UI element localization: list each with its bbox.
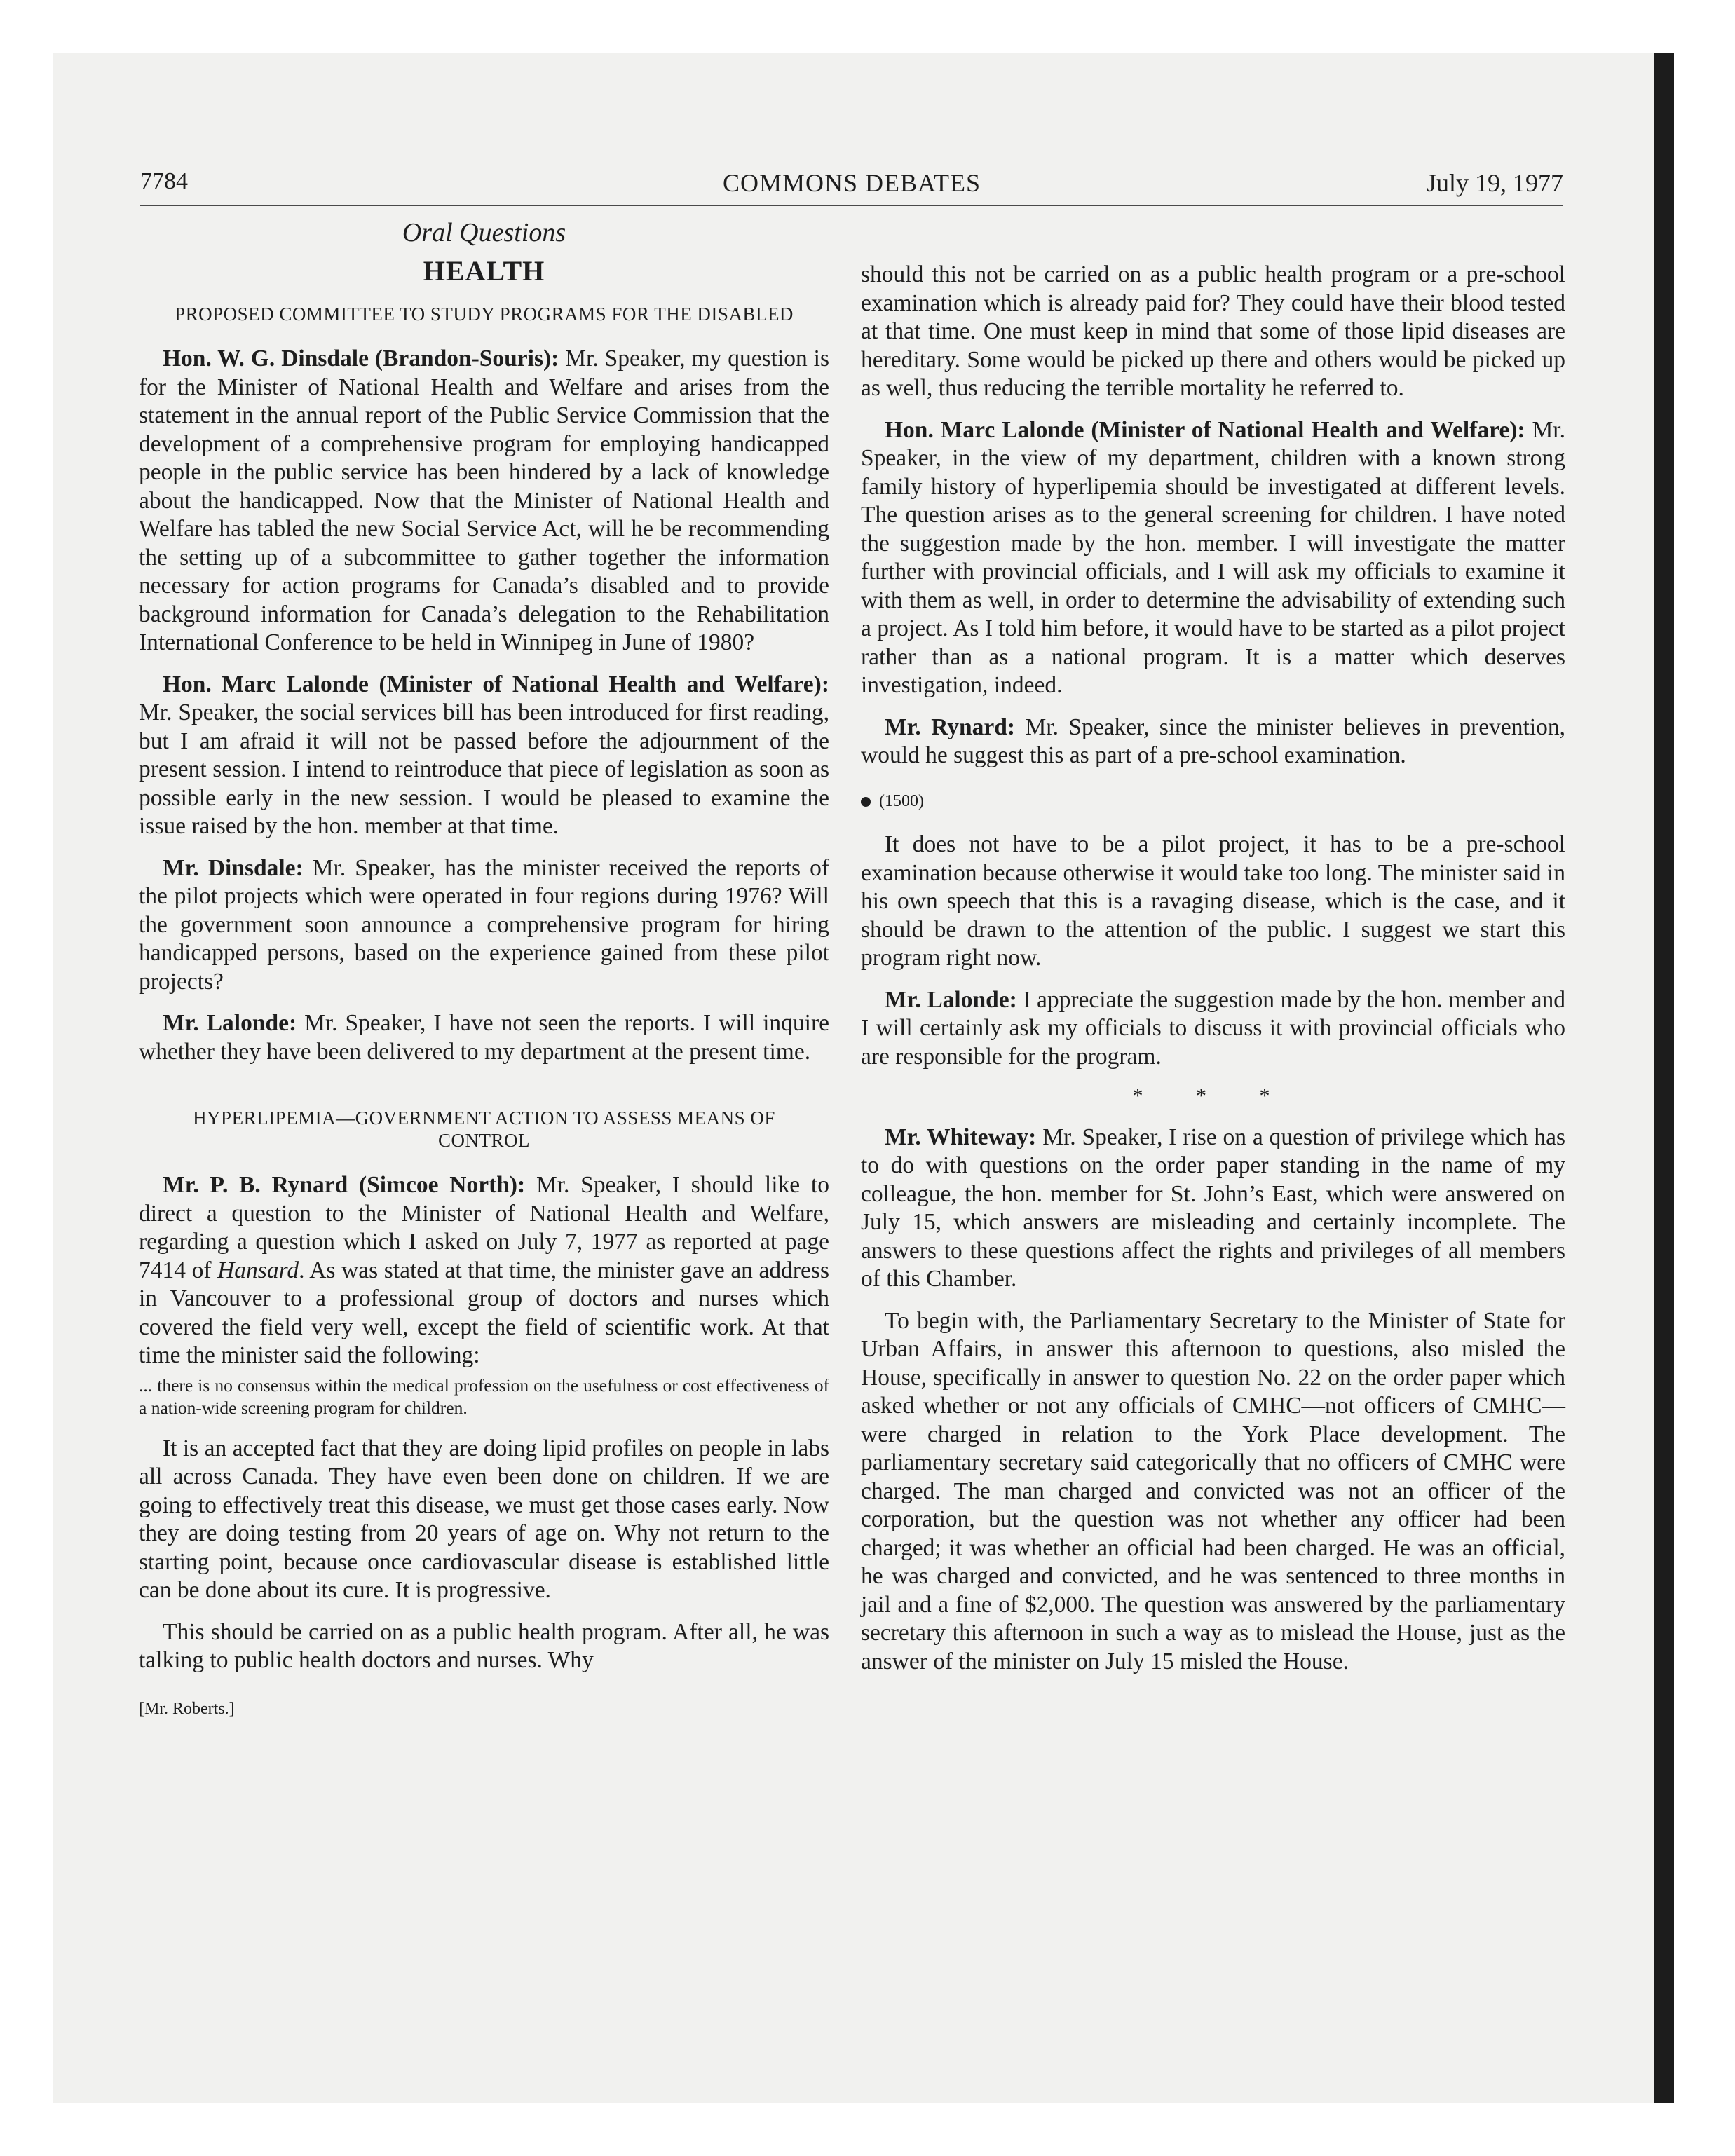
paragraph-dinsdale-question [139,345,829,657]
paragraph-continuation: should this not be carried on as a public health program or a pre-school examination which is already paid for? They could have their blood tested at that time. One must keep in mind that some of those lipid diseases are hereditary. Some would be picked up there and others would be picked up as well, thus reducing the terrible mortality he referred to. [861,261,1565,401]
page-header [140,168,1563,205]
speaker-name: Mr. Whiteway: [885,1124,1037,1150]
paragraph-lalonde-screening [861,416,1565,700]
paragraph-rynard-followup [861,714,1565,770]
paragraph-whiteway-privilege [861,1124,1565,1294]
speech-text: Mr. Speaker, I should like to direct a question to the Minister of National Health and Welfare, regarding a question which I asked on July 7, 1977 as reported at page 7414 of [139,1172,829,1283]
speech-text: Mr. Speaker, the social services bill has been introduced for first reading, but I am afraid it will not be passed before the adjournment of the present session. I intend to reintroduce that piece of legislation as soon as possible early in the new session. I would be pleased to examine the issue raised by the hon. member at that time. [139,700,829,839]
paragraph-lalonde-answer [139,671,829,841]
header-rule [140,205,1563,206]
speech-text: . As was stated at that time, the minister gave an address in Vancouver to a professional group of doctors and nurses which covered the field very well, except the field of scientific work. At that time the minister said the following: [139,1257,829,1368]
section-heading: Oral Questions [402,218,566,247]
block-quote: ... there is no consensus within the medical profession on the usefulness or cost effectiveness of a nation-wide screening program for children. [139,1374,829,1418]
paragraph-lipid-profiles: It is an accepted fact that they are doing lipid profiles on people in labs all across Canada. They have even been done on children. If we are going to effectively treat this disease, we must get those cases early. Now they are doing testing from 20 years of age on. Why not return to the starting point, because once cardiovascular disease is established little can be done about its cure. It is progressive. [139,1435,829,1603]
speaker-name: Mr. Lalonde: [885,986,1017,1013]
paragraph-rynard-question [139,1171,829,1370]
speaker-name: Hon. Marc Lalonde (Minister of National Health and Welfare): [885,416,1525,443]
paragraph-public-health: This should be carried on as a public health program. After all, he was talking to public health doctors and nurses. Why [139,1618,829,1673]
issue-date: July 19, 1977 [1426,169,1563,197]
hansard-reference: Hansard [217,1257,299,1283]
publication-title: COMMONS DEBATES [722,169,981,197]
paragraph-cmhc: To begin with, the Parliamentary Secretary to the Minister of State for Urban Affairs, in answer this afternoon to questions, also misled the House, specifically in answer to question No. 22 on the order paper which asked whether or not any officials of CMHC—not officers of CMHC—were charged in relation to the York Place development. The parliamentary secretary said categorically that no officers of CMHC were charged. The man charged and convicted was not an officer of the corporation, but the question was not whether any officer had been charged; it was whether an official had been charged. He was an official, he was charged and convicted, and he was sentenced to three months in jail and a fine of $2,000. The question was answered by the parliamentary secretary this afternoon in such a way as to mislead the House, just as the answer of the minister on July 15 misled the House. [861,1307,1565,1674]
left-column [139,217,829,1723]
time-marker [861,787,1565,816]
speech-text: Mr. Speaker, my question is for the Minister of National Health and Welfare and arises from the statement in the annual report of the Public Service Commission that the development of a comprehensive program for employing handicapped people in the public service has been hindered by a lack of knowledge about the handicapped. Now that the Minister of National Health and Welfare has tabled the new Social Service Act, will he be recommending the setting up of a subcommittee to gather together the information necessary for action programs for Canada’s disabled and to provide background information for Canada’s delegation to the Rehabilitation International Conference to be held in Winnipeg in June of 1980? [139,346,829,655]
speech-text: Mr. Speaker, I rise on a question of privilege which has to do with questions on the order paper standing in the name of my colleague, the hon. member for St. John’s East, which were answered on July 15, which answers are misleading and certainly incomplete. The answers to these questions affect the rights and privileges of all members of this Chamber. [861,1124,1565,1292]
speech-text: Mr. Speaker, since the minister believes in prevention, would he suggest this as part of a pre-school examination. [861,714,1565,768]
page-number: 7784 [140,168,188,194]
time-marker-label: (1500) [879,791,924,810]
speaker-name: Mr. P. B. Rynard (Simcoe North): [163,1172,526,1198]
paragraph-pilot-project: It does not have to be a pilot project, it has to be a pre-school examination because otherwise it would take too long. The minister said in his own speech that this is a ravaging disease, which is the case, and it should be drawn to the attention of the public. I suggest we start this program right now. [861,831,1565,971]
speech-text: Mr. Speaker, has the minister received the reports of the pilot projects which were operated in four regions during 1976? Will the government soon announce a comprehensive program for hiring handicapped persons, based on the experience gained from these pilot projects? [139,854,829,995]
speech-text: Mr. Speaker, I have not seen the reports. I will inquire whether they have been delivered to my department at the present time. [139,1010,829,1065]
paragraph-dinsdale-followup [139,854,829,997]
speaker-name: Mr. Dinsdale: [163,854,304,881]
speaker-name: Mr. Rynard: [885,714,1016,740]
paragraph-lalonde-reply [139,1009,829,1066]
bullet-icon [861,797,871,807]
speaker-name: Hon. W. G. Dinsdale (Brandon-Souris): [163,346,559,371]
speaker-footnote: [Mr. Roberts.] [139,1699,235,1718]
speaker-name: Hon. Marc Lalonde (Minister of National Health and Welfare): [163,671,829,697]
scan-edge-bar [1654,53,1674,2103]
right-column [861,261,1565,1676]
section-separator: * * * [1132,1084,1294,1107]
subheading-hyperlipemia: HYPERLIPEMIA—GOVERNMENT ACTION TO ASSESS MEANS OF CONTROL [193,1107,775,1151]
speech-text: I appreciate the suggestion made by the hon. member and I will certainly ask my officials to discuss it with provincial officials who are responsible for the program. [861,986,1565,1070]
speech-text: Mr. Speaker, in the view of my department, children with a known strong family history of hyperlipemia should be investigated at different levels. The question arises as to the general screening for children. I have noted the suggestion made by the hon. member. I will investigate the matter further with provincial officials, and I will ask my officials to examine it with them as well, in order to determine the advisability of extending such a project. As I told him before, it would have to be started as a pilot project rather than as a national program. It is a matter which deserves investigation, indeed. [861,416,1565,698]
paragraph-lalonde-final [861,986,1565,1072]
subheading-disabled: PROPOSED COMMITTEE TO STUDY PROGRAMS FOR THE DISABLED [175,303,794,325]
topic-heading: HEALTH [423,255,545,287]
speaker-name: Mr. Lalonde: [163,1010,297,1036]
